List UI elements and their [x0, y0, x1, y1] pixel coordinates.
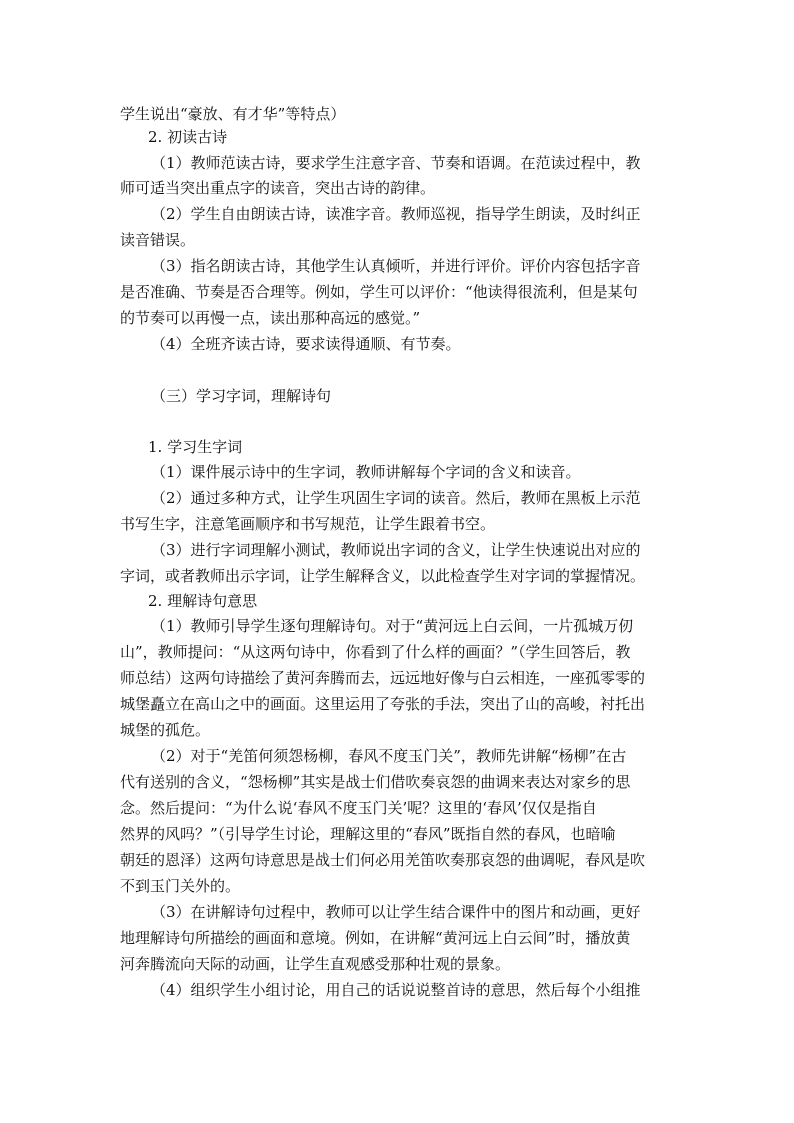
text-line: 师总结）这两句诗描绘了黄河奔腾而去，远远地好像与白云相连，一座孤零零的 [120, 669, 646, 687]
text-line: 念。然后提问：“为什么说‘春风不度玉门关’呢？这里的‘春风’仅仅是指自 [120, 799, 597, 817]
text-line: （1）教师引导学生逐句理解诗句。对于“黄河远上白云间，一片孤城万仞 [151, 617, 634, 635]
text-line: 是否准确、节奏是否合理等。例如，学生可以评价：“他读得很流利，但是某句 [120, 283, 638, 301]
text-line: 师可适当突出重点字的读音，突出古诗的韵律。 [120, 179, 436, 197]
text-line: （3）进行字词理解小测试，教师说出字词的含义，让学生快速说出对应的 [151, 541, 641, 559]
text-line: （4）全班齐读古诗，要求读得通顺、有节奏。 [151, 335, 461, 353]
text-line: 河奔腾流向天际的动画，让学生直观感受那种壮观的景象。 [120, 955, 511, 973]
text-line: （2）对于“羌笛何须怨杨柳，春风不度玉门关”，教师先讲解“杨柳”在古 [151, 747, 627, 765]
text-line: 读音错误。 [120, 231, 196, 249]
section-heading: 2. 初读古诗 [148, 128, 228, 146]
text-line: 不到玉门关外的。 [120, 877, 241, 895]
text-line: （4）组织学生小组讨论，用自己的话说说整首诗的意思，然后每个小组推 [151, 981, 641, 999]
text-line: 地理解诗句所描绘的画面和意境。例如，在讲解“黄河远上白云间”时，播放黄 [120, 929, 631, 947]
text-line: 字词，或者教师出示字词，让学生解释含义，以此检查学生对字词的掌握情况。 [120, 567, 646, 585]
text-line: （1）课件展示诗中的生字词，教师讲解每个字词的含义和读音。 [151, 463, 581, 481]
text-line: 朝廷的恩泽）这两句诗意思是战士们何必用羌笛吹奏那哀怨的曲调呢，春风是吹 [120, 851, 646, 869]
text-line: （2）通过多种方式，让学生巩固生字词的读音。然后，教师在黑板上示范 [151, 489, 641, 507]
section-heading: 1. 学习生字词 [148, 438, 243, 456]
section-heading: （三）学习字词，理解诗句 [151, 387, 332, 405]
text-line: （1）教师范读古诗，要求学生注意字音、节奏和语调。在范读过程中，教 [151, 154, 641, 172]
text-line: 学生说出“豪放、有才华”等特点） [120, 105, 346, 123]
text-line: （2）学生自由朗读古诗，读准字音。教师巡视，指导学生朗读，及时纠正 [151, 205, 641, 223]
text-line: 的节奏可以再慢一点，读出那种高远的感觉。” [120, 309, 421, 327]
text-line: 然界的风吗？”（引导学生讨论，理解这里的“春风”既指自然的春风，也暗喻 [120, 825, 616, 843]
text-line: 城堡的孤危。 [120, 721, 211, 739]
text-line: 代有送别的含义，“怨杨柳”其实是战士们借吹奏哀怨的曲调来表达对家乡的思 [120, 773, 631, 791]
text-line: 山”，教师提问：“从这两句诗中，你看到了什么样的画面？”（学生回答后，教 [120, 643, 631, 661]
text-line: （3）在讲解诗句过程中，教师可以让学生结合课件中的图片和动画，更好 [151, 903, 641, 921]
text-line: 书写生字，注意笔画顺序和书写规范，让学生跟着书空。 [120, 515, 496, 533]
section-heading: 2. 理解诗句意思 [148, 592, 258, 610]
text-line: （3）指名朗读古诗，其他学生认真倾听，并进行评价。评价内容包括字音 [151, 257, 641, 275]
text-line: 城堡矗立在高山之中的画面。这里运用了夸张的手法，突出了山的高峻，衬托出 [120, 695, 646, 713]
